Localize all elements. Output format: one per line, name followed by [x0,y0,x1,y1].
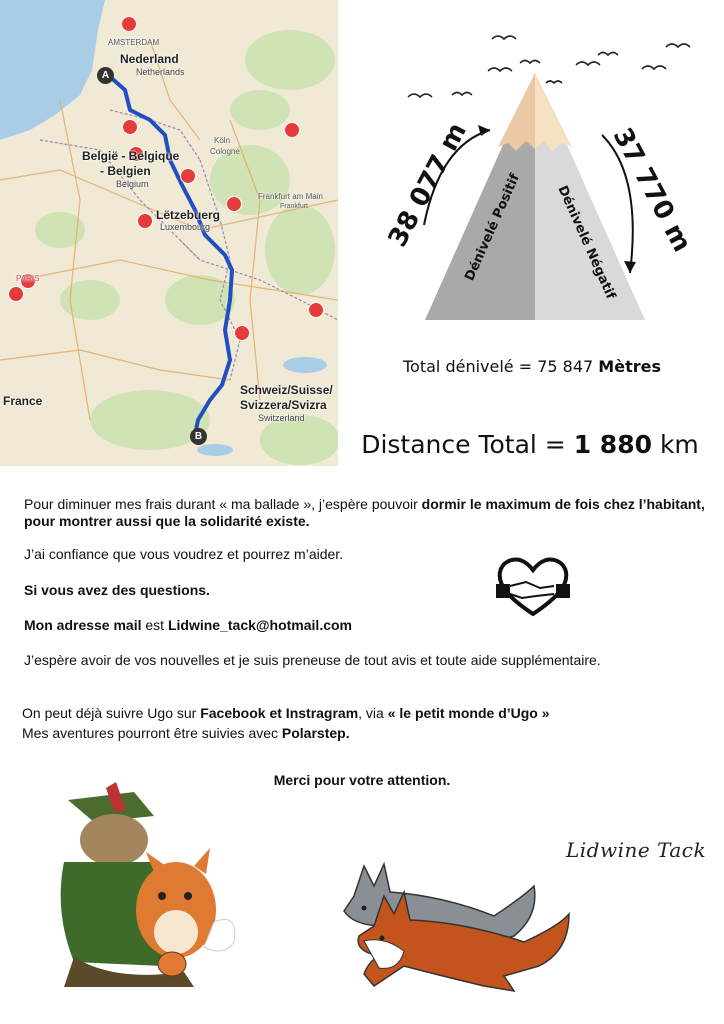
map-label-switzerland: Switzerland [258,413,305,423]
map-label-france: France [3,394,43,408]
map-label-belgie: België - Belgique [82,149,180,163]
paragraph-7: Mes aventures pourront être suivies avec Polarstep. [22,725,350,741]
map-label-cologne: Cologne [210,147,240,156]
paragraph-3: Si vous avez des questions. [24,582,210,598]
total-elevation: Total dénivelé = 75 847 Mètres [403,357,661,376]
map-label-luxembourg: Luxembourg [160,222,211,232]
negative-elevation-value: 37 770 m [606,123,697,257]
map-label-frankfurt: Frankfurt am Main [258,192,323,201]
route-map [0,0,338,466]
paragraph-5: J’espère avoir de vos nouvelles et je suis preneuse de tout avis et toute aide supplémentaire. [24,652,601,668]
running-dogs-illustration [324,856,574,996]
paragraph-6: On peut déjà suivre Ugo sur Facebook et Instragram, via « le petit monde d’Ugo » [22,705,550,721]
map-label-koln: Köln [214,136,231,145]
hiker-pin-icon[interactable] [226,196,242,212]
map-label-netherlands: Netherlands [136,67,185,77]
map-label-svizzera: Svizzera/Svizra [240,398,327,412]
paragraph-1: Pour diminuer mes frais durant « ma ballade », j’espère pouvoir dormir le maximum de fois chez l’habitant, pour montrer aussi que la solidarité existe. [24,496,705,529]
hiker-pin-icon[interactable] [8,286,24,302]
boy-with-fox-illustration [34,782,244,992]
map-label-schweiz: Schweiz/Suisse/ [240,383,333,397]
map-label-letzebuerg: Lëtzebuerg [156,208,221,222]
map-label-belgium: Belgium [116,179,149,189]
map-label-amsterdam: AMSTERDAM [108,38,160,47]
heart-handshake-icon [496,556,570,618]
hiker-pin-icon[interactable] [284,122,300,138]
hiker-pin-icon[interactable] [137,213,153,229]
signature: Lidwine Tack [566,838,707,862]
thanks-text: Merci pour votre attention. [273,772,451,788]
elevation-infographic [380,25,710,365]
birds-icon [408,36,690,97]
map-label-belgien: - Belgien [100,164,151,178]
paragraph-2: J’ai confiance que vous voudrez et pourrez m’aider. [24,546,344,562]
map-label-paris: PARIS [16,274,40,283]
positive-elevation-label: Dénivelé Positif [462,171,524,284]
positive-elevation-value: 38 077 m [382,118,473,252]
map-label-nederland: Nederland [120,52,179,66]
hiker-pin-icon[interactable] [121,16,137,32]
total-distance: Distance Total = 1 880 km [361,430,699,459]
hiker-pin-icon[interactable] [122,119,138,135]
email-link[interactable]: Lidwine_tack@hotmail.com [167,617,352,633]
hiker-pin-icon[interactable] [234,325,250,341]
hiker-pin-icon[interactable] [308,302,324,318]
hiker-pin-icon[interactable] [180,168,196,184]
paragraph-4: Mon adresse mail est Lidwine_tack@hotmail.com [24,617,352,633]
map-label-frankfurt-2: Frankfurt [280,203,309,210]
negative-elevation-label: Dénivelé Négatif [554,183,619,302]
marker-b[interactable]: B [190,428,207,445]
marker-a[interactable]: A [97,67,114,84]
